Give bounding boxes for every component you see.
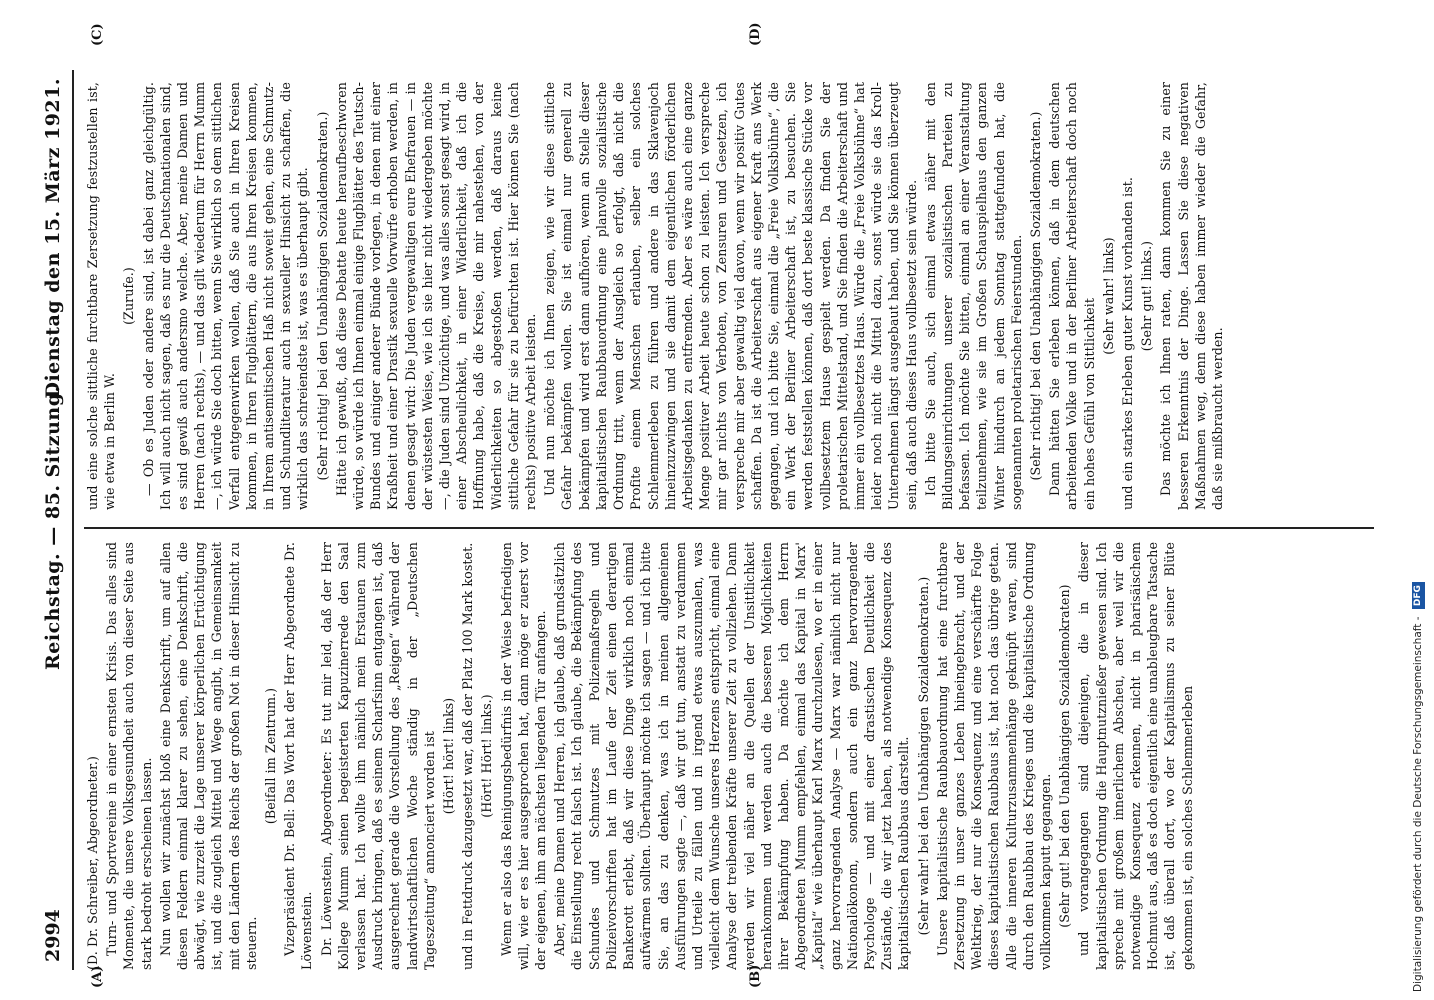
paragraph: (Sehr richtig! bei den Unabhängigen Sozialdemokraten.) (1027, 111, 1043, 481)
paragraph: (Sehr gut! links.) (1139, 240, 1155, 352)
credit-text: Digitalisierung gefördert durch die Deutsche Forschungsgemeinschaft - (1412, 616, 1424, 992)
paragraph: — Ob es Juden oder andere sind, ist dabei ganz gleichgültig. Ich will auch nicht sagen, daß es nur die Deutschnationalen sind, es sind gewiß auch andersmo welche. Aber, meine Damen und Herren (nach rechts), — und das gilt wiederum für Herrn Mumm —, ich würde Sie doch bitten, wenn Sie wirklich so dem sittlichen Verfall entgegenwirken wollen, daß Sie auch in Ihren Kreisen kommen, in Ihren Flugblättern, die aus Ihren Kreisen kommen, in Ihrem antisemitischen Haß nicht soweit gehen, eine Schmutz- und Schundliteratur auch in sexueller Hinsicht zu schaffen, die wirklich das schreiendste ist, was es überhaupt gibt. (140, 82, 311, 510)
paragraph: Ich bitte Sie auch, sich einmal etwas näher mit den Bildungseinrichtungen unserer sozialistischen Parteien zu befassen. Ich möchte Sie bitten, einmal an einer Veranstaltung teilzunehmen, wie sie im Großen Schauspielhaus den ganzen Winter hindurch an jedem Sonntag stattgefunden hat, die sogenannten proletarischen Feierstunden. (922, 82, 1024, 510)
paragraph: Aber, meine Damen und Herren, ich glaube, daß grundsätzlich die Einstellung recht falsch ist. Ich glaube, die Bekämpfung des Schundes und Schmutzes mit Polizeimaßregeln und Polizeivorschriften hat im Laufe der Zeit einen derartigen Bankerott erlebt, daß wir diese Dinge wirklich noch einmal aufwärmen sollten. Überhaupt möchte ich sagen — und ich bitte Sie, an das zu denken, was ich in meinen allgemeinen Ausführungen sagte —, daß wir gut tun, anstatt zu verdammen und Urteile zu fällen und in irgend etwas auszumalen, was vielleicht dem Wunsche unseres Herzens entspricht, einmal eine Analyse der treibenden Kräfte unserer Zeit zu vollziehen. Dann werden wir viel näher an die Quellen der Unsittlichkeit herankommen und werden auch die besseren Möglichkeiten ihrer Bekämpfung haben. Da möchte ich dem Herrn Abgeordneten Mumm empfehlen, einmal das Kapital in Marx' „Kapital“ wie überhaupt Karl Marx durchzulesen, wo er in einer ganz hervorragenden Analyse — Marx war nämlich nicht nur Nationalökonom, sondern auch ein ganz hervorragender Psychologe — und mit einer drastischen Deutlichkeit die Zustände, die wir jetzt haben, als notwendige Konsequenz des kapitalistischen Raubbaus darstellt. (552, 542, 912, 970)
paragraph: (Zurufe.) (121, 267, 137, 325)
paragraph: Turn- und Sportvereine in einer ernsten Krisis. Das alles sind Momente, die unsere Volksgesundheit auch von dieser Seite aus stark bedroht erscheinen lassen. (104, 542, 154, 970)
session-title: Reichstag. — 85. Sitzung. (42, 385, 64, 670)
session-date: Dienstag den 15. März 1921. (42, 78, 64, 399)
text-column-right (84, 82, 1374, 510)
paragraph: (Sehr wahr! links) (1100, 237, 1116, 355)
paragraph: (Sehr gut! bei den Unabhängigen Sozialdemokraten) (1057, 584, 1073, 928)
paragraph: Das möchte ich Ihnen raten, dann kommen Sie zu einer besseren Erkenntnis der Dinge. Lassen Sie diese negativen Maßnahmen weg, denn diese haben immer wieder die Gefahr, daß sie mißbraucht werden. (1158, 82, 1225, 510)
page-number: 2994 (42, 909, 64, 962)
page-header (36, 70, 74, 970)
column-divider (84, 527, 1374, 529)
paragraph: (Hört! hört! links) (441, 697, 457, 815)
paragraph: Unsere kapitalistische Raubbauordnung hat eine furchtbare Zersetzung in unser ganzes Leben hineingebracht, und der Weltkrieg, der nur die Konsequenz und eine verschärfte Folge dieses kapitalistischen Raubbaus ist, hat noch das übrige getan. Alle die inneren Kulturzusammenhänge geknüpft waren, sind durch den Raubbau des Krieges und die kapitalistische Ordnung vollkommen kaputt gegangen. (934, 542, 1053, 970)
paragraph: Dr. Löwenstein, Abgeordneter: Es tut mir leid, daß der Herr Kollege Mumm seinen begeisterten Kapuzinerrede den Saal verlassen hat. Ich wollte ihm nämlich mein Erstaunen zum Ausdruck bringen, daß es seinem Scharfsinn entgangen ist, daß ausgerechnet gerade die Vorstellung des „Reigen“ während der landwirtschaftlichen Woche ständig in der „Deutschen Tageszeitung“ annonciert worden ist (318, 542, 437, 970)
credit-strip (1408, 8, 1428, 992)
paragraph: Wenn er also das Reinigungsbedürfnis in der Weise befriedigen will, wie er es hier ausgesprochen hat, dann möge er zuerst vor der eigenen, ihm am nächsten liegenden Tür anfangen. (498, 542, 549, 970)
paragraph: (Sehr wahr! bei den Unabhängigen Sozialdemokraten.) (915, 576, 931, 936)
paragraph: (Beifall im Zentrum.) (263, 687, 279, 825)
text-column-left (84, 542, 1374, 970)
paragraph: Dann hätten Sie erleben können, daß in dem deutschen arbeitenden Volke und in der Berliner Arbeiterschaft doch noch ein hohes Gefühl von Sittlichkeit (1047, 82, 1097, 510)
paragraph: Hätte ich gewußt, daß diese Debatte heute heraufbeschworen würde, so würde ich Ihnen einmal einige Flugblätter des Teutsch-Bundes und einiger anderer Bünde vorlegen, in denen mit einer Kraßheit und einer Drastik sexuelle Vorwürfe erhoben werden, in denen gesagt wird: Die Juden vergewaltigen eure Ehefrauen — in der wüstesten Weise, wie ich sie hier nicht wiedergeben möchte —, die Juden sind Unzüchtige, und was alles sonst gesagt wird, in einer Abscheulichkeit, in einer Widerlichkeit, daß ich die Hoffnung habe, daß die Kreise, die mir nahestehen, von der Widerlichkeiten so abgestoßen werden, daß daraus keine sittliche Gefahr für sie zu befürchten ist. Hier können Sie (nach rechts) positive Arbeit leisten. (333, 82, 539, 510)
paragraph: Und nun möchte ich Ihnen zeigen, wie wir diese sittliche Gefahr bekämpfen wollen. Sie ist einmal nur generell zu bekämpfen und wird erst dann aufhören, wenn an Stelle dieser kapitalistischen Raubbauordnung eine planvolle sozialistische Ordnung tritt, wenn der Ausgleich so erfolgt, daß nicht die Profite einem Menschen erlauben, selber ein solches Schlemmerleben zu führen und andere in das Sklavenjoch hineinzuzwingen und sie damit dem eigentlichen förderlichen Arbeitsgedanken zu entfremden. Aber es wäre auch eine ganze Menge positiver Arbeit heute schon zu leisten. Ich verspreche mir gar nichts von Verboten, von Zensuren und Gesetzen, ich verspreche mir aber gewaltig viel davon, wenn wir positiv Gutes schaffen. Da ist die Arbeiterschaft aus eigener Kraft ans Werk gegangen, und ich bitte Sie, einmal die „Freie Volksbühne“, die ein Werk der Berliner Arbeiterschaft ist, zu besuchen. Sie werden feststellen können, daß dort beste klassische Stücke vor vollbesetztem Hause gespielt werden. Da finden Sie der proletarischen Mittelstand, und Sie finden die Arbeiterschaft und immer ein vollbesetztes Haus. Würde die „Freie Volksbühne“ hat leider noch nicht die Mittel dazu, sonst würde sie das Kroll-Unternehmen längst ausgebaut haben, und Sie können überzeugt sein, daß auch dieses Haus vollbesetzt sein würde. (542, 82, 919, 510)
paragraph: Vizepräsident Dr. Bell: Das Wort hat der Herr Abgeordnete Dr. Löwenstein. (282, 542, 315, 970)
dfg-logo: DFG (1412, 582, 1425, 609)
paragraph: (Hört! Hört! links.) (479, 694, 495, 818)
paragraph: und in Fettdruck dazugesetzt war, daß der Platz 100 Mark kostet. (460, 542, 476, 970)
margin-marker-b: (B) (748, 964, 763, 988)
scanned-page (28, 10, 1398, 990)
paragraph: Nun wollen wir zunächst bloß eine Denkschrift, um auf allen diesen Feldern einmal klarer zu sehen, eine Denkschrift, die abwägt, wie zurzeit die Lage unserer körperlichen Ertüchtigung ist, und die zugleich Mittel und Wege angibt, in Gemeinsamkeit mit den Ländern des Reichs der großen Not in dieser Hinsicht zu steuern. (157, 542, 259, 970)
paragraph: und eine solche sittliche furchtbare Zersetzung festzustellen ist, wie etwa in Berlin W. (85, 82, 118, 510)
margin-marker-c: (C) (90, 23, 105, 46)
margin-marker-a: (A) (90, 965, 105, 988)
margin-marker-d: (D) (748, 22, 763, 46)
paragraph: (D. Dr. Schreiber, Abgeordneter.) (85, 755, 100, 970)
paragraph: und vorangegangen sind diejenigen, die in dieser kapitalistischen Ordnung die Hauptnutznießer gewesen sind. Ich spreche mit großem innerlichem Abscheu, aber weil wir die notwendige Konsequenz erkennen, nicht in pharisäischem Hochmut aus, daß es doch eigentlich eine unableugbare Tatsache ist, daß überall dort, wo der Kapitalismus zu seiner Blüte gekommen ist, ein solches Schlemmerleben (1076, 542, 1195, 970)
paragraph: und ein starkes Erleben guter Kunst vorhanden ist. (1119, 176, 1135, 510)
paragraph: (Sehr richtig! bei den Unabhängigen Sozialdemokraten.) (314, 111, 330, 481)
credit-line (1408, 8, 1428, 992)
